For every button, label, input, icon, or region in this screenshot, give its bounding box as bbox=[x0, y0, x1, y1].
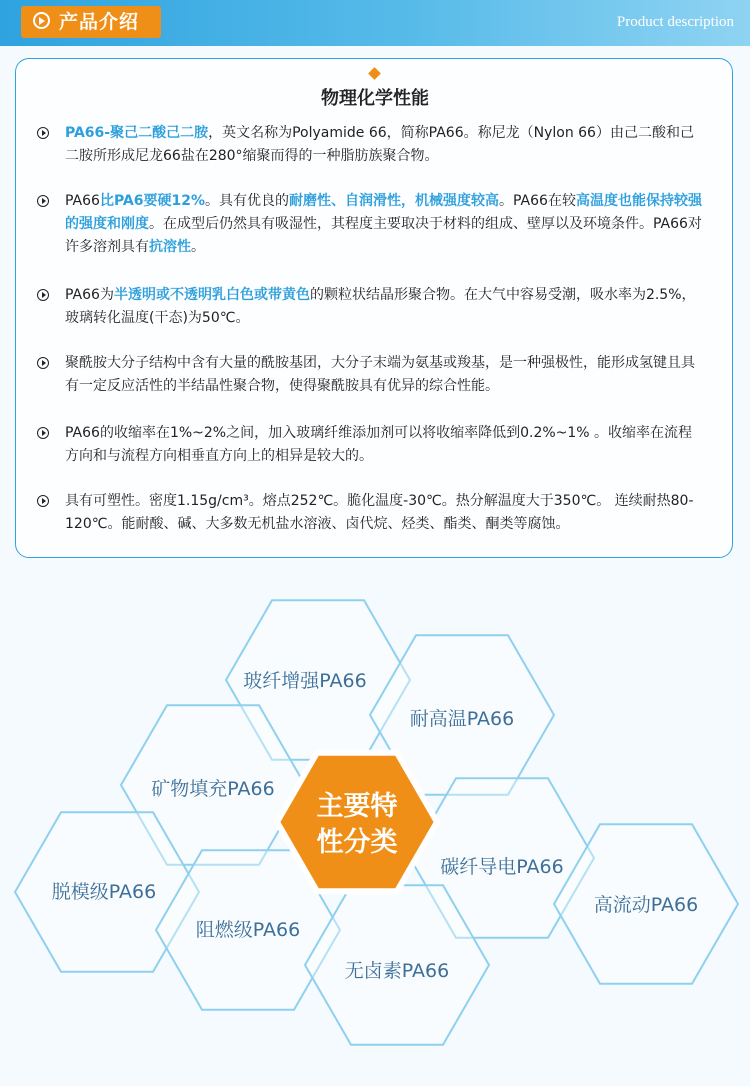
feature-label: 玻纤增强PA66 bbox=[243, 670, 367, 692]
highlight-text: 高温度也能保持较强的强度和刚度 bbox=[65, 193, 702, 232]
feature-label: 脱模级PA66 bbox=[51, 881, 157, 903]
feature-label: 碳纤导电PA66 bbox=[440, 856, 564, 878]
body-text: 。PA66在较 bbox=[499, 193, 576, 209]
highlight-text: 抗溶性 bbox=[149, 239, 191, 255]
center-label: 主要特 bbox=[316, 791, 398, 822]
body-text: 。在成型后仍然具有吸湿性，其程度主要取决于材料的组成、壁厚以及环境条件。PA66对许多溶剂具有 bbox=[65, 216, 702, 255]
feature-label: 高流动PA66 bbox=[593, 894, 699, 916]
highlight-text: 耐磨性、自润滑性，机械强度较高 bbox=[289, 193, 500, 209]
body-text: PA66为 bbox=[65, 287, 114, 303]
body-text: 聚酰胺大分子结构中含有大量的酰胺基团，大分子末端为氨基或羧基，是一种强极性，能形成氢键且具有一定反应活性的半结晶性聚合物，使得聚酰胺具有优异的综合性能。 bbox=[65, 355, 695, 394]
section-tab-title: 产品介绍 bbox=[59, 11, 140, 33]
body-text: PA66的收缩率在1%~2%之间，加入玻璃纤维添加剂可以将收缩率降低到0.2%~1% 。收缩率在流程方向和与流程方向相垂直方向上的相异是较大的。 bbox=[65, 425, 693, 464]
feature-label: 矿物填充PA66 bbox=[151, 778, 275, 800]
body-text: ，英文名称为Polyamide 66，简称PA66。称尼龙（Nylon 66）由己二酸和己二胺所形成尼龙66盐在280°缩聚而得的一种脂肪族聚合物。 bbox=[65, 125, 694, 164]
feature-label: 无卤素PA66 bbox=[344, 960, 450, 982]
feature-label: 阻燃级PA66 bbox=[195, 919, 301, 941]
center-label: 性分类 bbox=[316, 827, 398, 858]
header-subtitle: Product description bbox=[616, 14, 734, 30]
highlight-text: 半透明或不透明乳白色或带黄色 bbox=[113, 287, 310, 303]
body-text: 。具有优良的 bbox=[205, 193, 290, 209]
feature-label: 耐高温PA66 bbox=[409, 708, 515, 730]
highlight-text: 比PA6要硬12% bbox=[99, 193, 206, 209]
body-text: 具有可塑性。密度1.15g/cm³。熔点252℃。脆化温度-30℃。热分解温度大于350℃。 连续耐热80-120℃。能耐酸、碱、大多数无机盐水溶液、卤代烷、烃类、酯类、酮类等腐蚀。 bbox=[65, 493, 694, 532]
body-text: 的颗粒状结晶形聚合物。在大气中容易受潮，吸水率为2.5%，玻璃转化温度(干态)为50℃。 bbox=[65, 287, 696, 326]
body-text: PA66 bbox=[65, 193, 100, 209]
body-text: 。 bbox=[191, 239, 205, 255]
section-title: 物理化学性能 bbox=[321, 88, 429, 109]
highlight-text: PA66-聚己二酸己二胺 bbox=[65, 125, 209, 141]
